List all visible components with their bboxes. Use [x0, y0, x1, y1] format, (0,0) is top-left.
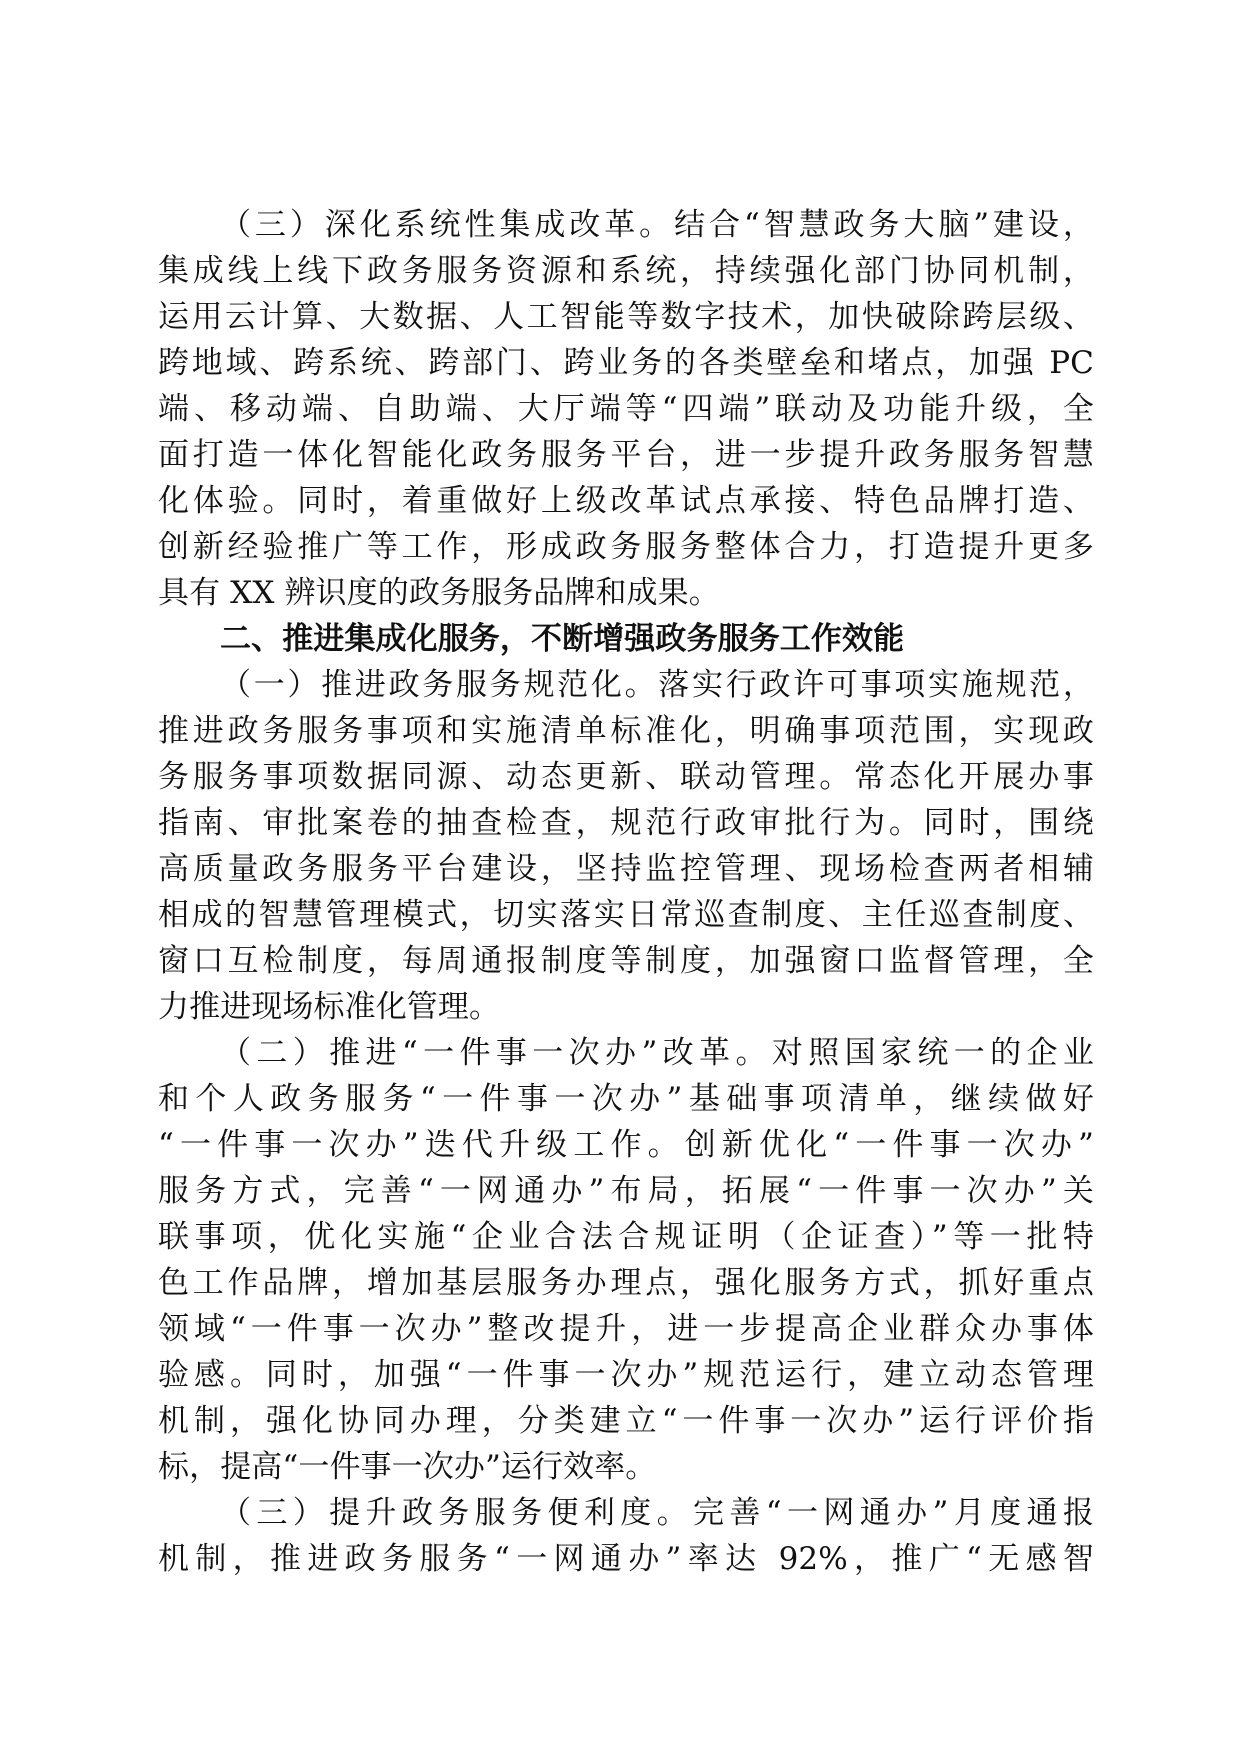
paragraph-section3-convenience [158, 1490, 1094, 1582]
paragraph-line: 指南、审批案卷的抽查检查，规范行政审批行为。同时，围绕 [158, 805, 1094, 841]
paragraph-line: 力推进现场标准化管理。 [158, 989, 501, 1025]
paragraph-line: 相成的智慧管理模式，切实落实日常巡查制度、主任巡查制度、 [158, 897, 1094, 933]
paragraph-line: （三）提升政务服务便利度。完善“一网通办”月度通报 [220, 1495, 1094, 1531]
paragraph-line: 验感。同时，加强“一件事一次办”规范运行，建立动态管理 [158, 1357, 1094, 1393]
paragraph-line: 服务方式，完善“一网通办”布局，拓展“一件事一次办”关 [158, 1173, 1094, 1209]
paragraph-line: 和个人政务服务“一件事一次办”基础事项清单，继续做好 [158, 1081, 1094, 1117]
paragraph-line: （一）推进政务服务规范化。落实行政许可事项实施规范， [220, 667, 1094, 703]
paragraph-line: 窗口互检制度，每周通报制度等制度，加强窗口监督管理，全 [158, 943, 1094, 979]
paragraph-line: （三）深化系统性集成改革。结合“智慧政务大脑”建设， [220, 207, 1094, 243]
paragraph-section3-integration-reform [158, 202, 1094, 616]
paragraph-line: 务服务事项数据同源、动态更新、联动管理。常态化开展办事 [158, 759, 1094, 795]
paragraph-line: 色工作品牌，增加基层服务办理点，强化服务方式，抓好重点 [158, 1265, 1094, 1301]
paragraph-line: 具有 XX 辨识度的政务服务品牌和成果。 [158, 575, 720, 611]
paragraph-line: 面打造一体化智能化政务服务平台，进一步提升政务服务智慧 [158, 437, 1094, 473]
paragraph-line: 化体验。同时，着重做好上级改革试点承接、特色品牌打造、 [158, 483, 1094, 519]
paragraph-line: 创新经验推广等工作，形成政务服务整体合力，打造提升更多 [158, 529, 1094, 565]
paragraph-section1-standardization [158, 662, 1094, 1030]
paragraph-line: 机制，推进政务服务“一网通办”率达 92%，推广“无感智 [158, 1541, 1094, 1577]
paragraph-line: “一件事一次办”迭代升级工作。创新优化“一件事一次办” [158, 1127, 1094, 1163]
paragraph-line: 跨地域、跨系统、跨部门、跨业务的各类壁垒和堵点，加强 PC [158, 345, 1094, 381]
document-body [158, 202, 1094, 1582]
paragraph-line: 机制，强化协同办理，分类建立“一件事一次办”运行评价指 [158, 1403, 1094, 1439]
paragraph-section2-one-thing-once [158, 1030, 1094, 1490]
section-heading: 二、推进集成化服务，不断增强政务服务工作效能 [220, 621, 905, 657]
paragraph-line: 推进政务服务事项和实施清单标准化，明确事项范围，实现政 [158, 713, 1094, 749]
paragraph-line: 运用云计算、大数据、人工智能等数字技术，加快破除跨层级、 [158, 299, 1094, 335]
paragraph-line: 集成线上线下政务服务资源和系统，持续强化部门协同机制， [158, 253, 1094, 289]
paragraph-line: 领域“一件事一次办”整改提升，进一步提高企业群众办事体 [158, 1311, 1094, 1347]
paragraph-line: 高质量政务服务平台建设，坚持监控管理、现场检查两者相辅 [158, 851, 1094, 887]
paragraph-line: 标，提高“一件事一次办”运行效率。 [158, 1449, 657, 1485]
paragraph-line: （二）推进“一件事一次办”改革。对照国家统一的企业 [220, 1035, 1094, 1071]
paragraph-line: 联事项，优化实施“企业合法合规证明（企证查）”等一批特 [158, 1219, 1094, 1255]
paragraph-line: 端、移动端、自助端、大厅端等“四端”联动及功能升级，全 [158, 391, 1094, 427]
